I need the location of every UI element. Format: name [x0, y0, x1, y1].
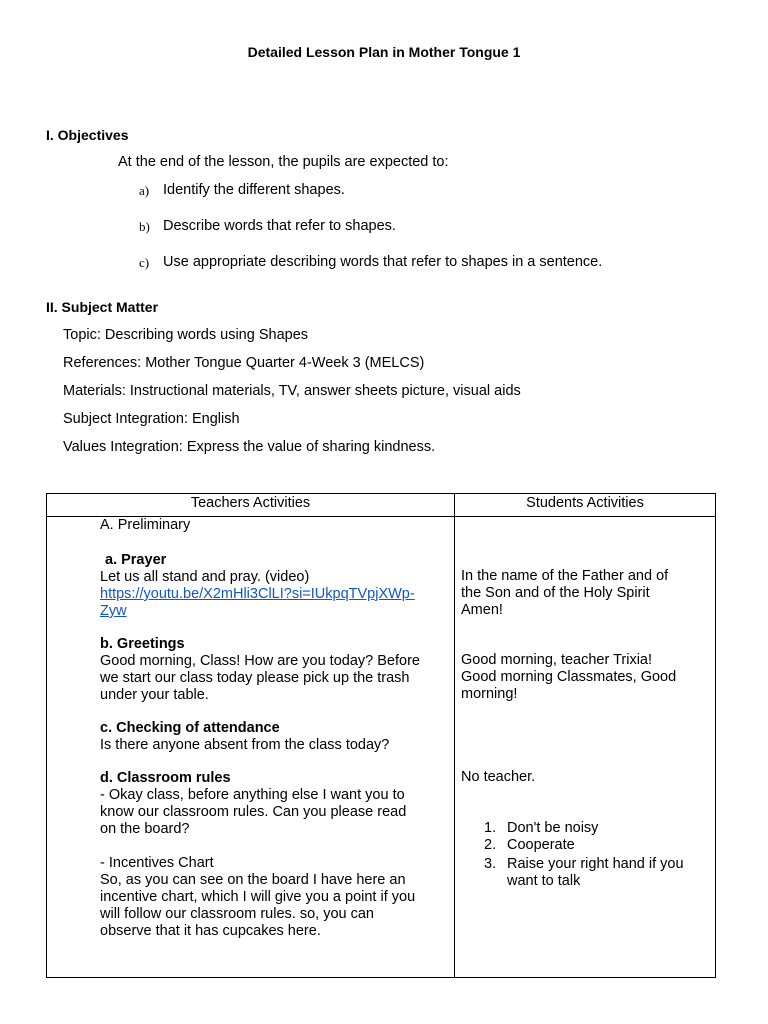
incentives-line: observe that it has cupcakes here.: [100, 923, 321, 939]
incentives-line: incentive chart, which I will give you a point if you: [100, 889, 416, 905]
subject-integration-line: Subject Integration: English: [63, 411, 240, 427]
teachers-activities-cell: [47, 517, 455, 978]
attendance-title: c. Checking of attendance: [100, 720, 280, 736]
student-attendance-answer: No teacher.: [461, 769, 536, 785]
greetings-line: under your table.: [100, 687, 209, 703]
student-greeting-line: morning!: [461, 686, 518, 702]
students-activities-header: Students Activities: [455, 494, 716, 517]
teachers-activities-header: Teachers Activities: [47, 494, 455, 517]
attendance-line: Is there anyone absent from the class today?: [100, 737, 390, 753]
subject-matter-heading: II. Subject Matter: [46, 299, 159, 315]
activities-table: [46, 493, 716, 978]
classroom-rules-title: d. Classroom rules: [100, 770, 231, 786]
materials-line: Materials: Instructional materials, TV, answer sheets picture, visual aids: [63, 383, 521, 399]
rule-text: Cooperate: [507, 837, 575, 853]
rule-text-continuation: want to talk: [507, 873, 581, 889]
objective-text: Use appropriate describing words that refer to shapes in a sentence.: [163, 254, 603, 270]
incentives-line: So, as you can see on the board I have here an: [100, 872, 406, 888]
student-prayer-line: In the name of the Father and of: [461, 568, 669, 584]
classroom-rules-line: know our classroom rules. Can you please read: [100, 804, 407, 820]
prayer-video-link-cont[interactable]: Zyw: [100, 603, 127, 619]
prayer-video-link[interactable]: https://youtu.be/X2mHli3ClLI?si=IUkpqTVpjXWp-: [100, 586, 415, 602]
incentives-line: will follow our classroom rules. so, you can: [100, 906, 374, 922]
student-greeting-line: Good morning, teacher Trixia!: [461, 652, 653, 668]
students-activities-cell: [455, 517, 716, 978]
student-greeting-line: Good morning Classmates, Good: [461, 669, 677, 685]
references-line: References: Mother Tongue Quarter 4-Week 3 (MELCS): [63, 355, 425, 371]
objective-text: Describe words that refer to shapes.: [163, 218, 396, 234]
classroom-rules-line: - Okay class, before anything else I want you to: [100, 787, 405, 803]
prayer-line: Let us all stand and pray. (video): [100, 569, 310, 585]
greetings-line: we start our class today please pick up the trash: [100, 670, 410, 686]
rule-text: Don't be noisy: [507, 820, 599, 836]
objectives-intro: At the end of the lesson, the pupils are expected to:: [118, 154, 449, 170]
incentives-title: - Incentives Chart: [100, 855, 214, 871]
preliminary-label: A. Preliminary: [100, 517, 191, 533]
objective-text: Identify the different shapes.: [163, 182, 345, 198]
greetings-title: b. Greetings: [100, 636, 185, 652]
objective-marker: a): [139, 183, 150, 198]
student-prayer-line: Amen!: [461, 602, 503, 618]
rule-number: 2.: [484, 837, 497, 853]
rule-number: 1.: [484, 820, 497, 836]
classroom-rules-line: on the board?: [100, 821, 190, 837]
objective-marker: c): [139, 255, 150, 270]
topic-line: Topic: Describing words using Shapes: [63, 327, 309, 343]
student-prayer-line: the Son and of the Holy Spirit: [461, 585, 650, 601]
rule-number: 3.: [484, 856, 497, 872]
prayer-title: a. Prayer: [105, 552, 167, 568]
values-integration-line: Values Integration: Express the value of sharing kindness.: [63, 439, 436, 455]
document-title: Detailed Lesson Plan in Mother Tongue 1: [247, 44, 521, 60]
rule-text: Raise your right hand if you: [507, 856, 684, 872]
objective-marker: b): [139, 219, 150, 234]
objectives-heading: I. Objectives: [46, 127, 129, 143]
greetings-line: Good morning, Class! How are you today? Before: [100, 653, 420, 669]
